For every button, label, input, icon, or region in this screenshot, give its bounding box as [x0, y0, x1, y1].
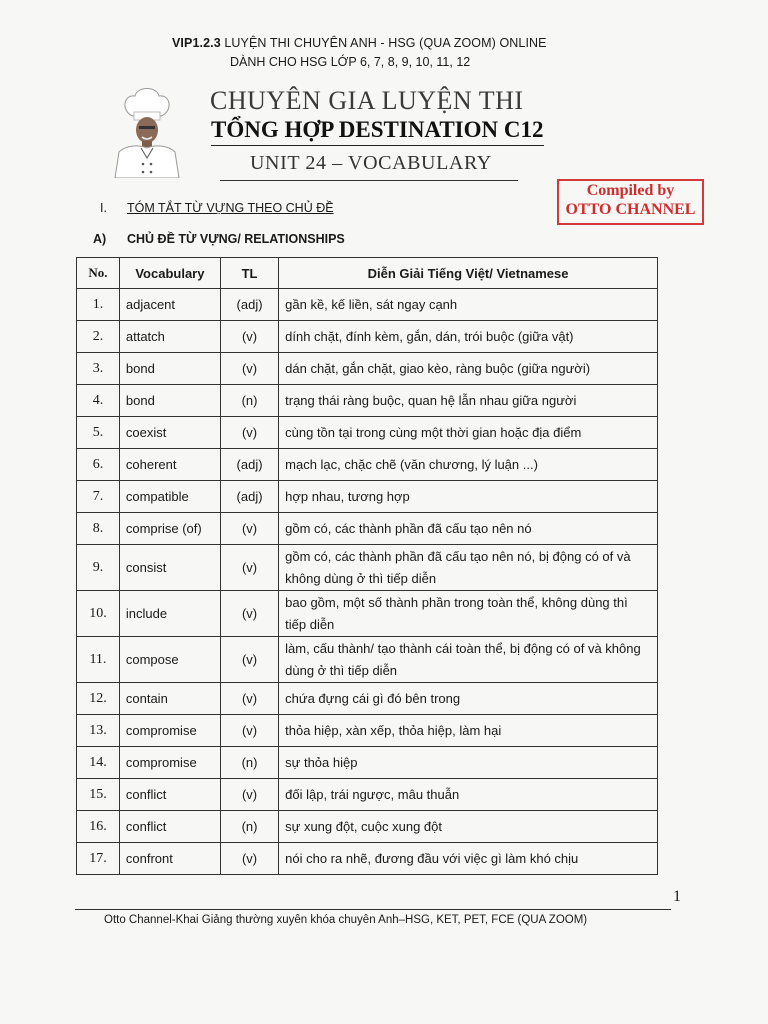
- row-vocabulary: confront: [119, 843, 220, 875]
- row-vocabulary: attatch: [119, 321, 220, 353]
- row-number: 17.: [77, 843, 120, 875]
- table-row: [77, 843, 658, 875]
- row-vietnamese-meaning: chứa đựng cái gì đó bên trong: [279, 683, 658, 715]
- row-vietnamese-meaning: gồm có, các thành phần đã cấu tạo nên nó, bị động có of và không dùng ở thì tiếp diễn: [279, 545, 658, 591]
- row-number: 15.: [77, 779, 120, 811]
- subsection-text: CHỦ ĐỀ TỪ VỰNG/ RELATIONSHIPS: [127, 232, 345, 246]
- table-row: [77, 683, 658, 715]
- section-number: I.: [100, 201, 107, 215]
- row-word-type: (n): [220, 747, 278, 779]
- row-number: 16.: [77, 811, 120, 843]
- header-vietnamese: Diễn Giải Tiếng Việt/ Vietnamese: [279, 258, 658, 289]
- row-vietnamese-meaning: bao gồm, một số thành phần trong toàn thể, không dùng thì tiếp diễn: [279, 591, 658, 637]
- table-row: [77, 353, 658, 385]
- table-row: [77, 811, 658, 843]
- row-vocabulary: adjacent: [119, 289, 220, 321]
- main-title: CHUYÊN GIA LUYỆN THI: [210, 86, 524, 115]
- subsection-number: A): [93, 232, 107, 246]
- footer-text: Otto Channel-Khai Giảng thường xuyên khóa chuyên Anh–HSG, KET, PET, FCE (QUA ZOOM): [104, 914, 588, 926]
- table-row: [77, 637, 658, 683]
- row-number: 10.: [77, 591, 120, 637]
- section-text: TÓM TẮT TỪ VỰNG THEO CHỦ ĐỀ: [127, 201, 334, 215]
- row-vocabulary: coherent: [119, 449, 220, 481]
- row-vocabulary: consist: [119, 545, 220, 591]
- header-course-title: LUYỆN THI CHUYÊN ANH - HSG (QUA ZOOM) ONLINE: [220, 36, 547, 50]
- row-vocabulary: conflict: [119, 779, 220, 811]
- table-row: [77, 481, 658, 513]
- row-number: 3.: [77, 353, 120, 385]
- title-rule: [220, 180, 518, 181]
- row-number: 6.: [77, 449, 120, 481]
- row-vocabulary: compromise: [119, 715, 220, 747]
- row-number: 9.: [77, 545, 120, 591]
- row-vietnamese-meaning: đối lập, trái ngược, mâu thuẫn: [279, 779, 658, 811]
- vocabulary-table: [76, 257, 658, 875]
- row-vietnamese-meaning: nói cho ra nhẽ, đương đầu với việc gì làm khó chịu: [279, 843, 658, 875]
- stamp-line-2: OTTO CHANNEL: [565, 201, 696, 218]
- row-number: 1.: [77, 289, 120, 321]
- page-number: 1: [673, 888, 681, 905]
- row-word-type: (v): [220, 321, 278, 353]
- row-vocabulary: compatible: [119, 481, 220, 513]
- row-vietnamese-meaning: thỏa hiệp, xàn xếp, thỏa hiệp, làm hại: [279, 715, 658, 747]
- row-word-type: (v): [220, 417, 278, 449]
- row-vietnamese-meaning: sự xung đột, cuộc xung đột: [279, 811, 658, 843]
- row-vietnamese-meaning: cùng tồn tại trong cùng một thời gian hoặc địa điểm: [279, 417, 658, 449]
- table-row: [77, 385, 658, 417]
- compiled-by-stamp: [557, 179, 704, 225]
- row-number: 11.: [77, 637, 120, 683]
- footer-rule: [75, 909, 671, 910]
- row-vocabulary: contain: [119, 683, 220, 715]
- row-vocabulary: include: [119, 591, 220, 637]
- row-word-type: (v): [220, 353, 278, 385]
- row-word-type: (v): [220, 637, 278, 683]
- table-row: [77, 417, 658, 449]
- row-word-type: (v): [220, 545, 278, 591]
- header-no: No.: [77, 258, 120, 289]
- row-vietnamese-meaning: gần kề, kế liền, sát ngay cạnh: [279, 289, 658, 321]
- row-word-type: (n): [220, 811, 278, 843]
- row-vietnamese-meaning: mạch lạc, chặc chẽ (văn chương, lý luận ...): [279, 449, 658, 481]
- row-number: 2.: [77, 321, 120, 353]
- row-word-type: (n): [220, 385, 278, 417]
- row-vietnamese-meaning: hợp nhau, tương hợp: [279, 481, 658, 513]
- row-word-type: (adj): [220, 289, 278, 321]
- table-row: [77, 747, 658, 779]
- header-vocabulary: Vocabulary: [119, 258, 220, 289]
- header-course-code: VIP1.2.3: [172, 36, 221, 50]
- table-row: [77, 449, 658, 481]
- table-row: [77, 715, 658, 747]
- table-row: [77, 289, 658, 321]
- header-line-1: [172, 36, 592, 50]
- table-row: [77, 513, 658, 545]
- section-heading-2: [93, 232, 345, 246]
- unit-title: UNIT 24 – VOCABULARY: [250, 152, 492, 174]
- row-word-type: (v): [220, 513, 278, 545]
- chef-portrait-image: [107, 86, 187, 178]
- row-number: 7.: [77, 481, 120, 513]
- row-vocabulary: bond: [119, 353, 220, 385]
- table-row: [77, 779, 658, 811]
- book-title: TỔNG HỢP DESTINATION C12: [211, 117, 544, 146]
- row-vietnamese-meaning: trạng thái ràng buộc, quan hệ lẫn nhau giữa người: [279, 385, 658, 417]
- row-vietnamese-meaning: dính chặt, đính kèm, gắn, dán, trói buộc (giữa vật): [279, 321, 658, 353]
- row-word-type: (v): [220, 779, 278, 811]
- row-word-type: (v): [220, 843, 278, 875]
- header-tl: TL: [220, 258, 278, 289]
- row-vietnamese-meaning: làm, cấu thành/ tạo thành cái toàn thể, bị động có of và không dùng ở thì tiếp diễn: [279, 637, 658, 683]
- row-vietnamese-meaning: gồm có, các thành phần đã cấu tạo nên nó: [279, 513, 658, 545]
- header-line-2: DÀNH CHO HSG LỚP 6, 7, 8, 9, 10, 11, 12: [230, 55, 471, 69]
- table-header-row: [77, 258, 658, 289]
- row-number: 4.: [77, 385, 120, 417]
- row-vietnamese-meaning: dán chặt, gắn chặt, giao kèo, ràng buộc (giữa người): [279, 353, 658, 385]
- row-vietnamese-meaning: sự thỏa hiệp: [279, 747, 658, 779]
- row-number: 8.: [77, 513, 120, 545]
- section-heading-1: [100, 201, 334, 215]
- row-number: 5.: [77, 417, 120, 449]
- stamp-line-1: Compiled by: [586, 182, 675, 199]
- row-word-type: (v): [220, 715, 278, 747]
- row-word-type: (adj): [220, 481, 278, 513]
- row-word-type: (v): [220, 591, 278, 637]
- table-row: [77, 321, 658, 353]
- row-vocabulary: conflict: [119, 811, 220, 843]
- row-word-type: (adj): [220, 449, 278, 481]
- row-number: 14.: [77, 747, 120, 779]
- table-row: [77, 591, 658, 637]
- table-row: [77, 545, 658, 591]
- row-vocabulary: coexist: [119, 417, 220, 449]
- row-vocabulary: compromise: [119, 747, 220, 779]
- row-word-type: (v): [220, 683, 278, 715]
- row-vocabulary: bond: [119, 385, 220, 417]
- row-number: 13.: [77, 715, 120, 747]
- row-vocabulary: compose: [119, 637, 220, 683]
- row-number: 12.: [77, 683, 120, 715]
- row-vocabulary: comprise (of): [119, 513, 220, 545]
